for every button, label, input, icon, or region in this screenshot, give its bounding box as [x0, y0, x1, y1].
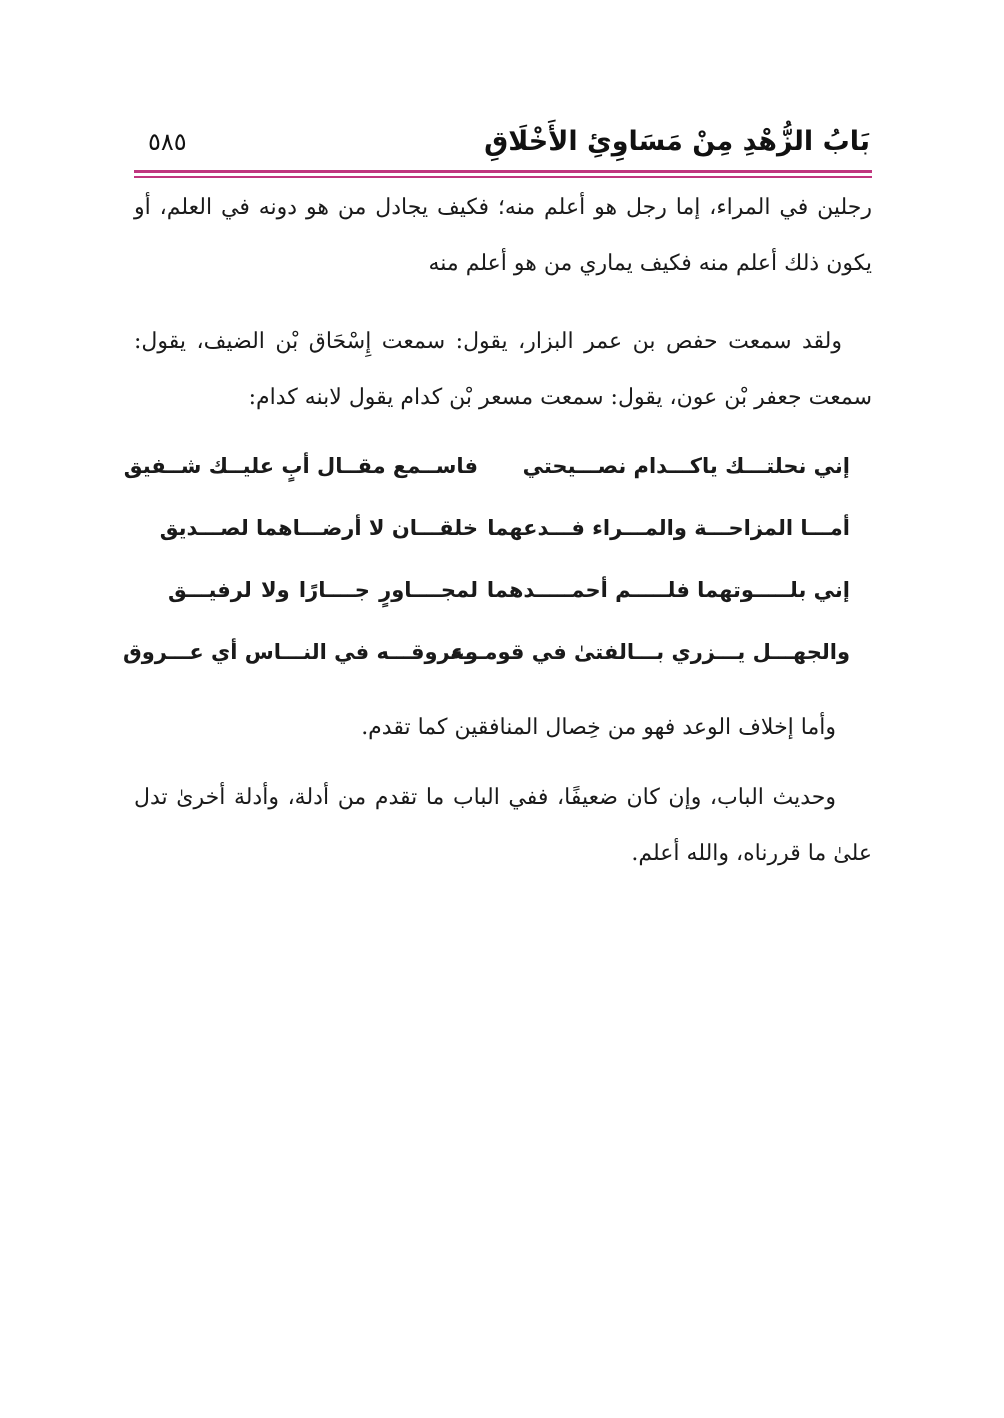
verse-second-hemistich: فاســمع مقــال أبٍ عليــك شــفيق	[123, 454, 478, 478]
verse-first-hemistich: والجهـــل يـــزري بـــالفتىٰ في قومـــه	[450, 640, 850, 664]
poem	[122, 438, 850, 686]
paragraph-3: وأما إخلاف الوعد فهو من خِصال المنافقين كما تقدم.	[361, 715, 836, 740]
verse-2	[160, 500, 850, 562]
chapter-title: بَابُ الزُّهْدِ مِنْ مَسَاوِئِ الأَخْلَاقِ	[484, 126, 870, 157]
paragraph-4: وحديث الباب، وإن كان ضعيفًا، ففي الباب ما تقدم من أدلة، وأدلة أخرىٰ تدل علىٰ ما قررناه، والله أعلم.	[134, 785, 872, 866]
header-rule-thin	[134, 176, 872, 178]
verse-first-hemistich: إني بلـــــوتهما فلـــــم أحمـــــدهما	[486, 578, 850, 602]
page-number: ٥٨٥	[148, 128, 187, 156]
verse-first-hemistich: أمـــا المزاحـــة والمـــراء فـــدعهما	[487, 516, 850, 540]
verse-1	[123, 438, 850, 500]
verse-3	[160, 562, 850, 624]
verse-second-hemistich: لمجــــاورٍ جــــارًا ولا لرفيـــق	[168, 578, 478, 602]
page-header	[140, 122, 870, 162]
verse-second-hemistich: خلقـــان لا أرضـــاهما لصـــديق	[159, 516, 478, 540]
verse-first-hemistich: إني نحلتـــك ياكـــدام نصـــيحتي	[522, 454, 850, 478]
paragraph-2: ولقد سمعت حفص بن عمر البزار، يقول: سمعت إِسْحَاق بْن الضيف، يقول: سمعت جعفر بْن عون، يقول: سمعت مسعر بْن كدام يقول لابنه كدام:	[134, 329, 872, 410]
header-rule-thick	[134, 170, 872, 173]
verse-4	[122, 624, 850, 686]
paragraph-1: رجلين في المراء، إما رجل هو أعلم منه؛ فكيف يجادل من هو دونه في العلم، أو يكون ذلك أعلم منه فكيف يماري من هو أعلم منه	[134, 195, 872, 276]
verse-second-hemistich: وعروقـــه في النـــاس أي عـــروق	[122, 640, 478, 664]
